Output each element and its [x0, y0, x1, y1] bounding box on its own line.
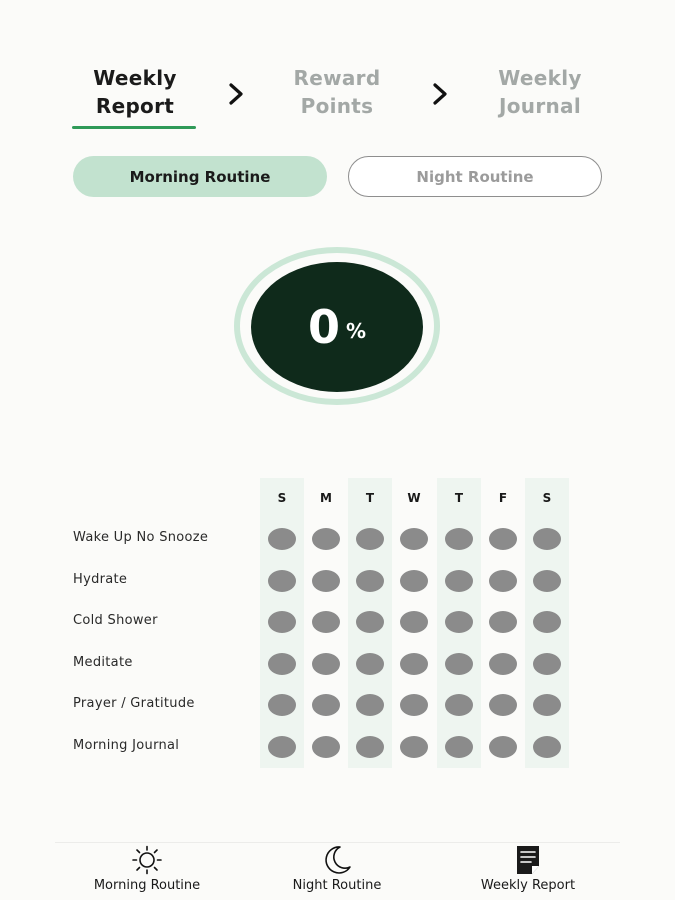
- habit-day-checkbox[interactable]: [268, 570, 296, 592]
- habit-day-checkbox[interactable]: [445, 528, 473, 550]
- habit-grid: [0, 478, 675, 768]
- progress-unit: %: [345, 319, 367, 343]
- progress-core: [251, 262, 423, 392]
- habit-label: Cold Shower: [73, 613, 158, 628]
- habit-day-checkbox[interactable]: [268, 653, 296, 675]
- step-reward-points[interactable]: [262, 64, 412, 120]
- habit-day-checkbox[interactable]: [489, 528, 517, 550]
- habit-day-checkbox[interactable]: [356, 570, 384, 592]
- step-label-line1: Weekly: [93, 66, 177, 90]
- day-header: T: [454, 491, 464, 505]
- habit-day-checkbox[interactable]: [400, 570, 428, 592]
- habit-day-checkbox[interactable]: [533, 653, 561, 675]
- step-weekly-report[interactable]: [60, 64, 210, 120]
- step-label-line1: Reward: [293, 66, 381, 90]
- moon-icon: [320, 845, 354, 875]
- habit-day-checkbox[interactable]: [489, 653, 517, 675]
- habit-row: [0, 524, 675, 554]
- habit-day-checkbox[interactable]: [489, 570, 517, 592]
- active-step-underline: [72, 126, 196, 129]
- day-header: S: [542, 491, 552, 505]
- habit-day-checkbox[interactable]: [312, 528, 340, 550]
- habit-label: Meditate: [73, 655, 133, 670]
- habit-day-checkbox[interactable]: [400, 736, 428, 758]
- day-header: S: [277, 491, 287, 505]
- habit-label: Prayer / Gratitude: [73, 696, 195, 711]
- step-weekly-journal[interactable]: [465, 64, 615, 120]
- habit-label: Morning Journal: [73, 738, 180, 753]
- habit-row: [0, 566, 675, 596]
- habit-day-checkbox[interactable]: [489, 694, 517, 716]
- habit-label: Hydrate: [73, 572, 128, 587]
- nav-label: Morning Routine: [93, 878, 201, 893]
- habit-day-checkbox[interactable]: [312, 736, 340, 758]
- nav-morning-routine[interactable]: [62, 845, 232, 897]
- habit-day-checkbox[interactable]: [312, 694, 340, 716]
- report-icon: [511, 845, 545, 875]
- nav-label: Weekly Report: [480, 878, 576, 893]
- habit-day-checkbox[interactable]: [533, 611, 561, 633]
- habit-day-checkbox[interactable]: [268, 736, 296, 758]
- habit-day-checkbox[interactable]: [312, 611, 340, 633]
- habit-day-checkbox[interactable]: [400, 528, 428, 550]
- habit-day-checkbox[interactable]: [489, 736, 517, 758]
- night-routine-tab[interactable]: [348, 156, 602, 197]
- habit-day-checkbox[interactable]: [533, 528, 561, 550]
- habit-day-checkbox[interactable]: [533, 694, 561, 716]
- habit-day-checkbox[interactable]: [400, 653, 428, 675]
- day-header: M: [320, 491, 332, 505]
- habit-day-checkbox[interactable]: [445, 570, 473, 592]
- habit-day-checkbox[interactable]: [445, 611, 473, 633]
- habit-label: Wake Up No Snooze: [73, 530, 209, 545]
- night-routine-tab-label: Night Routine: [416, 167, 534, 186]
- habit-day-checkbox[interactable]: [533, 736, 561, 758]
- habit-row: [0, 607, 675, 637]
- habit-day-checkbox[interactable]: [356, 528, 384, 550]
- step-label-line2: Points: [300, 94, 374, 118]
- day-header: F: [498, 491, 508, 505]
- habit-day-checkbox[interactable]: [312, 570, 340, 592]
- step-label-line1: Weekly: [498, 66, 582, 90]
- habit-day-checkbox[interactable]: [533, 570, 561, 592]
- nav-weekly-report[interactable]: [443, 845, 613, 897]
- nav-label: Night Routine: [292, 878, 382, 893]
- habit-day-checkbox[interactable]: [445, 694, 473, 716]
- step-label-line2: Report: [95, 94, 175, 118]
- habit-day-checkbox[interactable]: [356, 653, 384, 675]
- morning-routine-tab-label: Morning Routine: [129, 167, 271, 186]
- habit-day-checkbox[interactable]: [445, 653, 473, 675]
- day-header: W: [407, 491, 421, 505]
- habit-day-checkbox[interactable]: [356, 694, 384, 716]
- habit-day-checkbox[interactable]: [400, 694, 428, 716]
- day-header: T: [365, 491, 375, 505]
- chevron-right-icon: [428, 82, 452, 106]
- habit-day-checkbox[interactable]: [268, 694, 296, 716]
- habit-day-checkbox[interactable]: [489, 611, 517, 633]
- progress-value: 0: [307, 300, 340, 354]
- habit-day-checkbox[interactable]: [356, 611, 384, 633]
- step-navigation: [60, 64, 620, 134]
- chevron-right-icon: [224, 82, 248, 106]
- habit-day-checkbox[interactable]: [400, 611, 428, 633]
- habit-day-checkbox[interactable]: [268, 528, 296, 550]
- morning-routine-tab[interactable]: [73, 156, 327, 197]
- progress-indicator: [231, 247, 443, 405]
- habit-day-checkbox[interactable]: [445, 736, 473, 758]
- habit-row: [0, 649, 675, 679]
- bottom-nav-divider: [55, 842, 620, 843]
- habit-day-checkbox[interactable]: [356, 736, 384, 758]
- habit-row: [0, 732, 675, 762]
- step-label-line2: Journal: [499, 94, 581, 118]
- sun-icon: [130, 845, 164, 875]
- habit-day-checkbox[interactable]: [268, 611, 296, 633]
- nav-night-routine[interactable]: [252, 845, 422, 897]
- habit-day-checkbox[interactable]: [312, 653, 340, 675]
- habit-row: [0, 690, 675, 720]
